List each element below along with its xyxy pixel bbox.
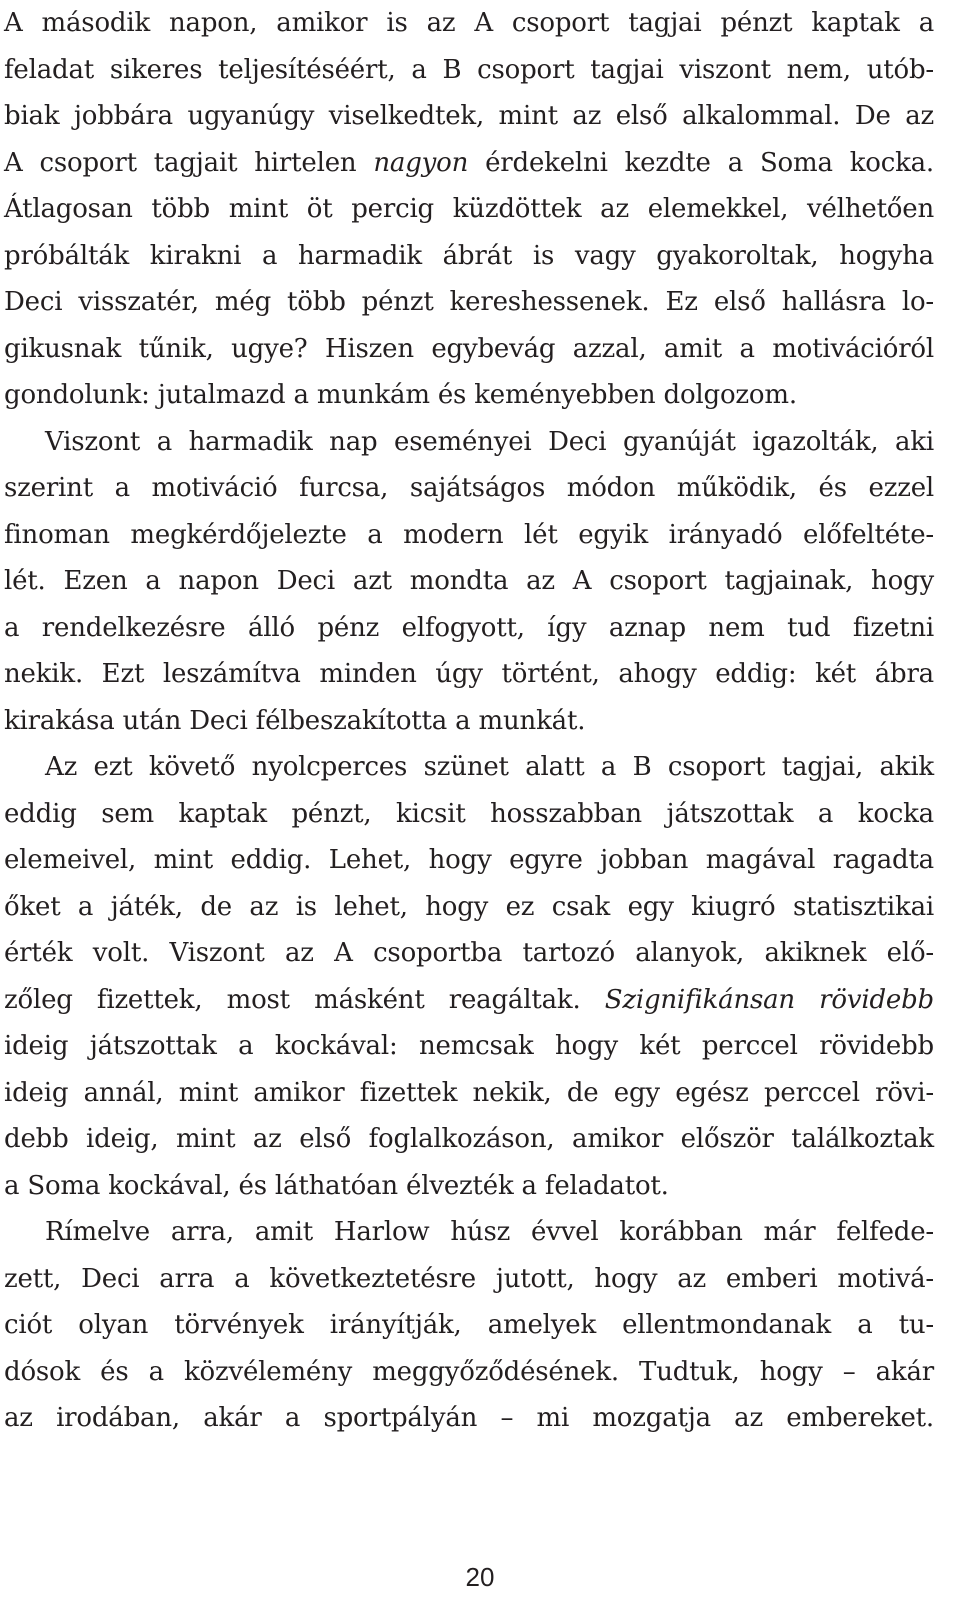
text-line: gikusnak tűnik, ugye? Hiszen egybevág azzal, amit a motivációról bbox=[4, 333, 934, 364]
text-line: finoman megkérdőjelezte a modern lét egyik irányadó előfeltéte- bbox=[4, 519, 934, 550]
paragraph bbox=[4, 1209, 934, 1442]
text-line: debb ideig, mint az első foglalkozáson, amikor először találkoztak bbox=[4, 1124, 934, 1154]
body-text bbox=[4, 0, 934, 1442]
text-segment: zőleg fizettek, most másként reagáltak. bbox=[4, 984, 605, 1015]
page-number: 20 bbox=[465, 1562, 495, 1592]
text-line: zett, Deci arra a következtetésre jutott, hogy az emberi motivá- bbox=[4, 1263, 934, 1294]
text-line: dósok és a közvélemény meggyőződésének. Tudtuk, hogy – akár bbox=[4, 1356, 934, 1387]
text-line: elemeivel, mint eddig. Lehet, hogy egyre jobban magával ragadta bbox=[4, 845, 934, 875]
text-line: ideig játszottak a kockával: nemcsak hogy két perccel rövidebb bbox=[4, 1031, 934, 1061]
text-line: szerint a motiváció furcsa, sajátságos módon működik, és ezzel bbox=[4, 473, 934, 503]
text-segment: A csoport tagjait hirtelen bbox=[4, 147, 374, 178]
text-line: az irodában, akár a sportpályán – mi mozgatja az embereket. bbox=[4, 1403, 934, 1433]
text-line bbox=[4, 140, 934, 187]
paragraph bbox=[4, 0, 934, 419]
text-line: A második napon, amikor is az A csoport tagjai pénzt kaptak a bbox=[4, 8, 934, 38]
text-line: lét. Ezen a napon Deci azt mondta az A csoport tagjainak, hogy bbox=[4, 566, 934, 596]
text-line: eddig sem kaptak pénzt, kicsit hosszabban játszottak a kocka bbox=[4, 798, 934, 829]
text-line: gondolunk: jutalmazd a munkám és keményebben dolgozom. bbox=[4, 380, 797, 410]
text-line: Az ezt követő nyolcperces szünet alatt a B csoport tagjai, akik bbox=[45, 752, 934, 782]
paragraph bbox=[4, 419, 934, 745]
text-line: feladat sikeres teljesítéséért, a B csoport tagjai viszont nem, utób- bbox=[4, 54, 934, 85]
text-line: érték volt. Viszont az A csoportba tartozó alanyok, akiknek elő- bbox=[4, 938, 934, 968]
text-line: ideig annál, mint amikor fizettek nekik, de egy egész perccel rövi- bbox=[4, 1077, 934, 1108]
text-line bbox=[4, 977, 934, 1024]
paragraph bbox=[4, 744, 934, 1209]
text-line: őket a játék, de az is lehet, hogy ez csak egy kiugró statisztikai bbox=[4, 891, 934, 922]
italic-emphasis: nagyon bbox=[373, 147, 469, 178]
text-line: nekik. Ezt leszámítva minden úgy történt, ahogy eddig: két ábra bbox=[4, 659, 934, 689]
text-line: a rendelkezésre álló pénz elfogyott, így aznap nem tud fizetni bbox=[4, 612, 934, 643]
text-line: Rímelve arra, amit Harlow húsz évvel korábban már felfede- bbox=[45, 1217, 934, 1247]
text-line: Átlagosan több mint öt percig küzdöttek az elemekkel, vélhetően bbox=[4, 194, 934, 224]
text-line: kirakása után Deci félbeszakította a munkát. bbox=[4, 705, 586, 736]
text-line: ciót olyan törvények irányítják, amelyek ellentmondanak a tu- bbox=[4, 1310, 934, 1340]
text-segment: érdekelni kezdte a Soma kocka. bbox=[468, 147, 934, 178]
text-line: Viszont a harmadik nap eseményei Deci gyanúját igazolták, aki bbox=[45, 426, 934, 457]
text-line: próbálták kirakni a harmadik ábrát is vagy gyakoroltak, hogyha bbox=[4, 240, 934, 271]
italic-emphasis: Szignifikánsan rövidebb bbox=[604, 984, 934, 1015]
text-line: a Soma kockával, és láthatóan élvezték a feladatot. bbox=[4, 1170, 669, 1201]
text-line: Deci visszatér, még több pénzt kereshessenek. Ez első hallásra lo- bbox=[4, 287, 934, 317]
text-line: biak jobbára ugyanúgy viselkedtek, mint az első alkalommal. De az bbox=[4, 101, 934, 131]
